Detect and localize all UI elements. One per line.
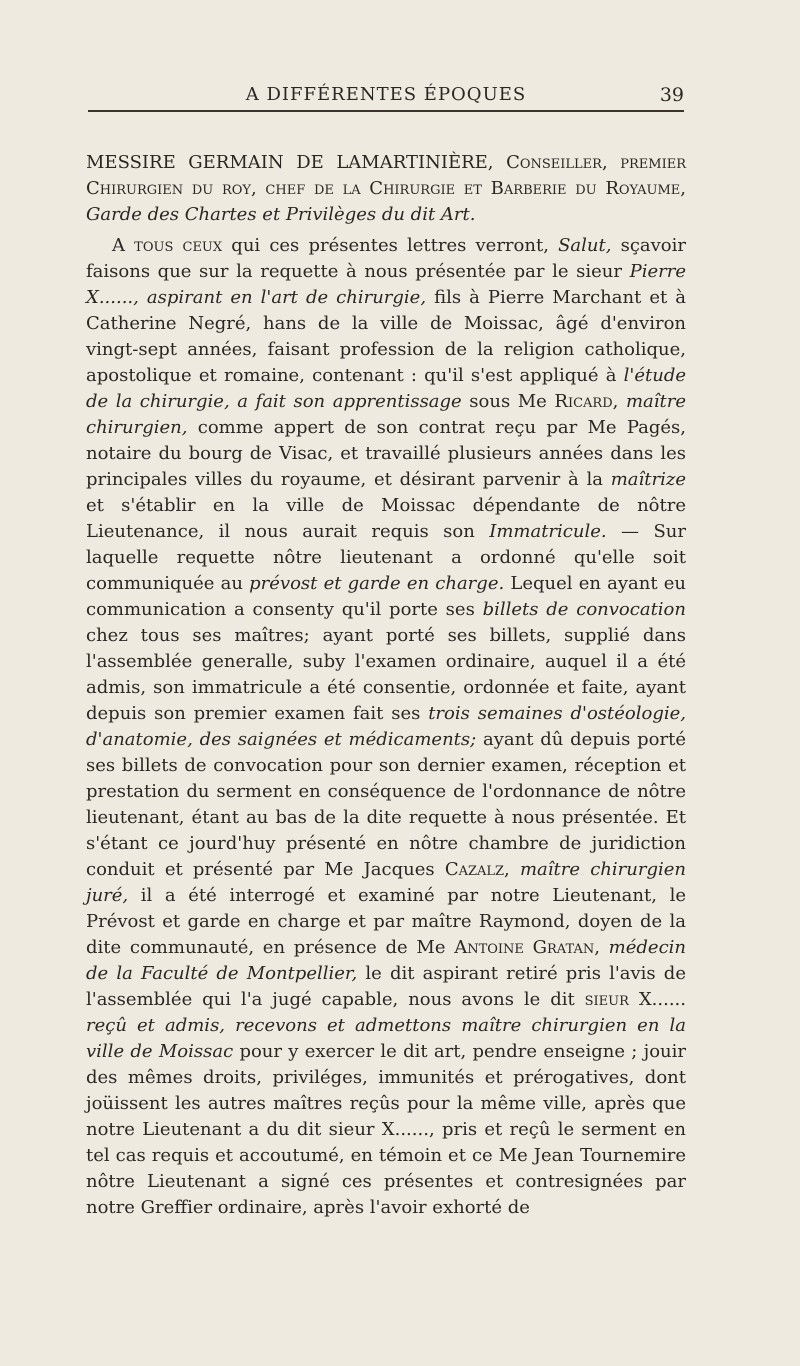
heading-name: MESSIRE GERMAIN DE LAMARTINIÈRE,: [86, 152, 494, 173]
running-title: A DIFFÉRENTES ÉPOQUES: [245, 84, 527, 105]
text-segment: A: [112, 235, 135, 256]
text-segment: [618, 391, 626, 412]
text-segment: Antoine Gratan,: [454, 937, 600, 958]
text-segment: billets de convocation: [482, 599, 686, 620]
text-segment: maître chirurgien juré,: [86, 859, 686, 906]
heading-role: Garde des Chartes et Privilèges du dit Art.: [86, 204, 476, 225]
text-segment: trois semaines d'ostéologie, d'anatomie, des saignées et médicaments;: [86, 703, 686, 750]
text-segment: il a été interrogé et examiné par notre Lieutenant, le Prévost et garde en charge et par maître Raymond, doyen de la dite communauté, en présence de Me: [86, 885, 686, 958]
text-segment: qui ces présentes lettres verront,: [222, 235, 559, 256]
page-number: 39: [659, 84, 684, 106]
text-segment: Pierre X......, aspirant en l'art de chirurgie,: [86, 261, 686, 308]
text-segment: ayant dû depuis porté ses billets de convocation pour son dernier examen, réception et prestation du serment en conséquence de l'ordonnance de nôtre lieutenant, étant au bas de la dite requette à nous présentée. Et s'étant ce jourd'huy présenté en nôtre chambre de juridiction conduit et présenté par Me Jacques: [86, 729, 686, 880]
header-rule: [88, 110, 684, 112]
text-segment: Lequel en ayant eu communication a consenty qu'il porte ses: [86, 573, 687, 620]
text-segment: reçû et admis, recevons et admettons maître chirurgien en la ville de Moissac: [86, 1015, 686, 1062]
heading-titles: Conseiller, premier Chirurgien du roy, chef de la Chirurgie et Barberie du Royaume,: [86, 152, 686, 199]
text-segment: Cazalz,: [444, 859, 510, 880]
text-segment: sous Me: [461, 391, 555, 412]
text-segment: sçavoir faisons que sur la requette à nous présentée par le sieur: [86, 235, 687, 282]
text-segment: [510, 859, 520, 880]
body-paragraph: [86, 233, 686, 1221]
text-segment: fils à Pierre Marchant et à Catherine Negré, hans de la ville de Moissac, âgé d'environ vingt-sept années, faisant profession de la religion catholique, apostolique et romaine, contenant : qu'il s'est appliqué à: [86, 287, 686, 386]
document-heading: [86, 150, 686, 228]
body-text: [86, 233, 686, 1221]
text-segment: Ricard,: [554, 391, 619, 412]
text-segment: le dit aspirant retiré pris l'avis de l'assemblée qui l'a jugé capable, nous avons le dit: [86, 963, 686, 1010]
text-segment: X......: [628, 989, 686, 1010]
text-segment: maîtrize: [610, 469, 686, 490]
text-segment: maître chirurgien,: [86, 391, 686, 438]
text-segment: pour y exercer le dit art, pendre enseigne ; jouir des mêmes droits, priviléges, immunités et prérogatives, dont joüissent les autres maîtres reçûs pour la même ville, après que notre Lieutenant a du dit sieur X......, pris et reçû le serment en tel cas requis et accoutumé, en témoin et ce Me Jean Tournemire nôtre Lieutenant a signé ces présentes et contresignées par notre Greffier ordinaire, après l'avoir exhorté de: [86, 1041, 686, 1218]
text-segment: médecin de la Faculté de Montpellier,: [86, 937, 686, 984]
text-segment: Immatricule.: [489, 521, 607, 542]
text-segment: sieur: [584, 989, 629, 1010]
text-segment: Salut,: [558, 235, 612, 256]
text-segment: l'étude de la chirurgie, a fait son apprentissage: [86, 365, 686, 412]
text-segment: — Sur laquelle requette nôtre lieutenant a ordonné qu'elle soit communiquée au: [86, 521, 686, 594]
text-segment: tous ceux: [134, 235, 223, 256]
text-segment: chez tous ses maîtres; ayant porté ses billets, supplié dans l'assemblée generalle, suby l'examen ordinaire, auquel il a été admis, son immatricule a été consentie, ordonnée et faite, ayant depuis son premier examen fait ses: [86, 625, 686, 724]
text-segment: [600, 937, 609, 958]
text-segment: et s'établir en la ville de Moissac dépendante de nôtre Lieutenance, il nous aurait requis son: [86, 495, 686, 542]
text-segment: prévost et garde en charge.: [249, 573, 505, 594]
text-segment: comme appert de son contrat reçu par Me Pagés, notaire du bourg de Visac, et travaillé plusieurs années dans les principales villes du royaume, et désirant parvenir à la: [86, 417, 686, 490]
